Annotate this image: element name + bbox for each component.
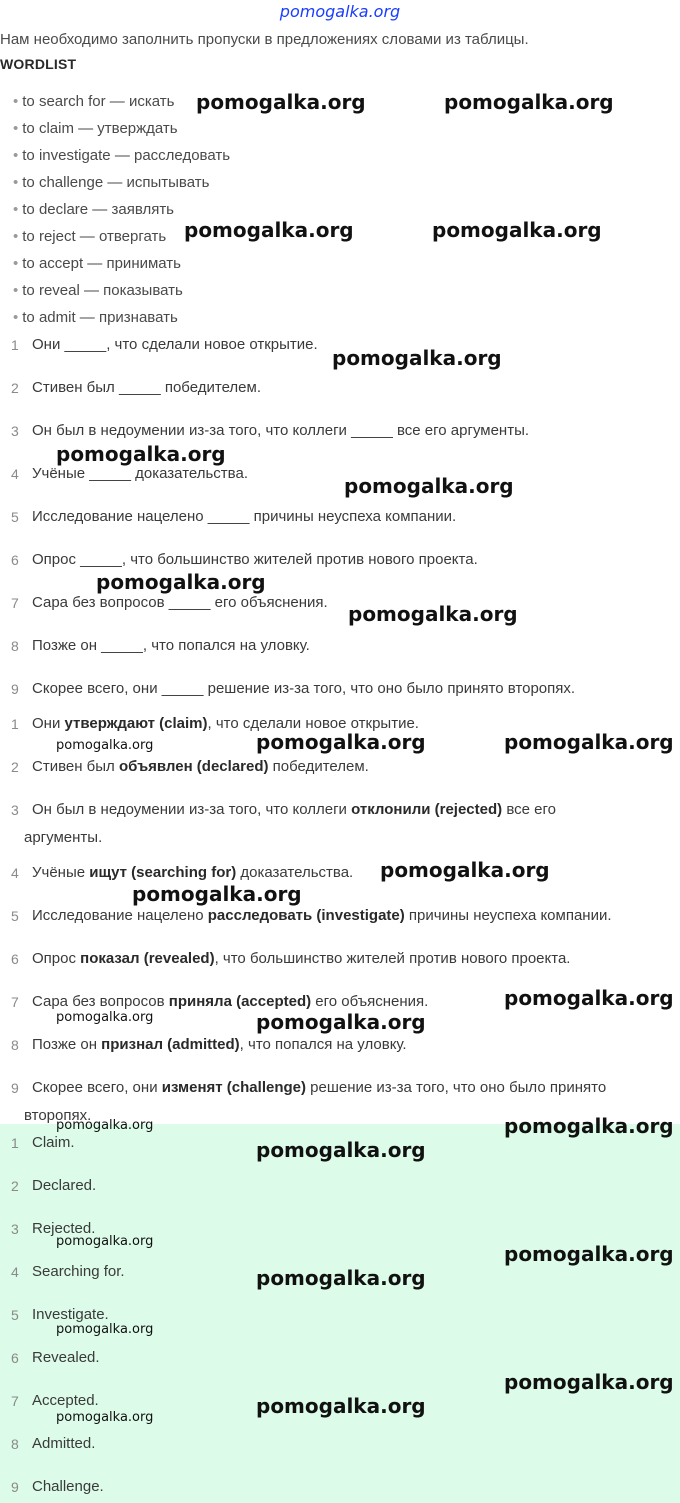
answer-highlight: ищут (searching for) (89, 864, 237, 881)
item-number: 2 (11, 759, 19, 775)
answer-continuation: второпях. (24, 1107, 92, 1124)
watermark: pomogalka.org (504, 1242, 674, 1266)
question-text: Они _____, что сделали новое открытие. (32, 336, 318, 353)
bullet-icon: • (13, 201, 19, 218)
top-watermark: pomogalka.org (279, 2, 401, 21)
answer-text: Стивен был объявлен (declared) победителем. (32, 758, 369, 775)
item-number: 4 (11, 865, 19, 881)
item-number: 6 (11, 951, 19, 967)
answer-highlight: объявлен (declared) (118, 758, 269, 775)
watermark: pomogalka.org (344, 474, 514, 498)
bullet-icon: • (13, 309, 19, 326)
watermark: pomogalka.org (132, 882, 302, 906)
short-answer: Investigate. (32, 1306, 109, 1323)
answer-highlight: утверждают (claim) (64, 715, 208, 732)
item-number: 1 (11, 716, 19, 732)
answer-text: Исследование нацелено расследовать (investigate) причины неуспеха компании. (32, 907, 612, 924)
item-number: 5 (11, 908, 19, 924)
wordlist-heading: WORDLIST (0, 56, 77, 72)
question-text: Исследование нацелено _____ причины неуспеха компании. (32, 508, 457, 525)
answer-text: Опрос показал (revealed), что большинство жителей против нового проекта. (32, 950, 571, 967)
short-answer: Declared. (32, 1177, 97, 1194)
intro-text: Нам необходимо заполнить пропуски в предложениях словами из таблицы. (0, 31, 529, 48)
watermark: pomogalka.org (184, 218, 354, 242)
item-number: 4 (11, 1264, 19, 1280)
item-number: 3 (11, 423, 19, 439)
bullet-icon: • (13, 228, 19, 245)
item-number: 8 (11, 1436, 19, 1452)
short-answer: Claim. (32, 1134, 75, 1151)
watermark: pomogalka.org (504, 730, 674, 754)
item-number: 6 (11, 1350, 19, 1366)
answer-text: Скорее всего, они изменят (challenge) решение из-за того, что оно было принято (32, 1079, 607, 1096)
wordlist-item: • to reveal — показывать (13, 282, 183, 299)
watermark: pomogalka.org (504, 1370, 674, 1394)
watermark: pomogalka.org (348, 602, 518, 626)
answer-highlight: отклонили (rejected) (351, 801, 503, 818)
wordlist-item: • to claim — утверждать (13, 120, 178, 137)
item-number: 7 (11, 994, 19, 1010)
item-number: 9 (11, 681, 19, 697)
question-text: Учёные _____ доказательства. (32, 465, 248, 482)
item-number: 7 (11, 1393, 19, 1409)
watermark: pomogalka.org (256, 1394, 426, 1418)
question-text: Сара без вопросов _____ его объяснения. (32, 594, 328, 611)
bullet-icon: • (13, 255, 19, 272)
item-number: 2 (11, 380, 19, 396)
answer-highlight: показал (revealed) (80, 950, 215, 967)
watermark: pomogalka.org (56, 1234, 154, 1249)
short-answer: Rejected. (32, 1220, 96, 1237)
answer-text: Сара без вопросов приняла (accepted) его объяснения. (32, 993, 429, 1010)
watermark: pomogalka.org (256, 730, 426, 754)
short-answer: Revealed. (32, 1349, 100, 1366)
answer-highlight: признал (admitted) (101, 1036, 240, 1053)
item-number: 3 (11, 802, 19, 818)
bullet-icon: • (13, 174, 19, 191)
question-text: Стивен был _____ победителем. (32, 379, 261, 396)
item-number: 1 (11, 1135, 19, 1151)
bullet-icon: • (13, 282, 19, 299)
item-number: 4 (11, 466, 19, 482)
item-number: 5 (11, 1307, 19, 1323)
answer-text: Он был в недоумении из-за того, что коллеги отклонили (rejected) все его (32, 801, 556, 818)
bullet-icon: • (13, 147, 19, 164)
question-text: Скорее всего, они _____ решение из-за того, что оно было принято второпях. (32, 680, 576, 697)
wordlist-item: • to accept — принимать (13, 255, 181, 272)
answer-text: Они утверждают (claim), что сделали новое открытие. (32, 715, 419, 732)
item-number: 1 (11, 337, 19, 353)
answer-text: Позже он признал (admitted), что попался на уловку. (32, 1036, 407, 1053)
watermark: pomogalka.org (56, 442, 226, 466)
wordlist-item: • to investigate — расследовать (13, 147, 231, 164)
watermark: pomogalka.org (56, 1322, 154, 1337)
watermark: pomogalka.org (256, 1138, 426, 1162)
watermark: pomogalka.org (432, 218, 602, 242)
short-answer: Accepted. (32, 1392, 99, 1409)
question-text: Он был в недоумении из-за того, что коллеги _____ все его аргументы. (32, 422, 530, 439)
watermark: pomogalka.org (256, 1010, 426, 1034)
watermark: pomogalka.org (444, 90, 614, 114)
item-number: 9 (11, 1080, 19, 1096)
watermark: pomogalka.org (504, 986, 674, 1010)
item-number: 2 (11, 1178, 19, 1194)
answer-continuation: аргументы. (24, 829, 103, 846)
watermark: pomogalka.org (196, 90, 366, 114)
watermark: pomogalka.org (56, 1118, 154, 1133)
item-number: 6 (11, 552, 19, 568)
wordlist-item: • to search for — искать (13, 93, 175, 110)
bullet-icon: • (13, 93, 19, 110)
item-number: 3 (11, 1221, 19, 1237)
item-number: 9 (11, 1479, 19, 1495)
item-number: 8 (11, 1037, 19, 1053)
answer-text: Учёные ищут (searching for) доказательства. (32, 864, 354, 881)
watermark: pomogalka.org (504, 1114, 674, 1138)
wordlist-item: • to admit — признавать (13, 309, 178, 326)
wordlist-item: • to declare — заявлять (13, 201, 175, 218)
watermark: pomogalka.org (332, 346, 502, 370)
watermark: pomogalka.org (96, 570, 266, 594)
wordlist-item: • to challenge — испытывать (13, 174, 210, 191)
short-answer: Admitted. (32, 1435, 96, 1452)
short-answer: Searching for. (32, 1263, 125, 1280)
answer-highlight: изменят (challenge) (161, 1079, 306, 1096)
watermark: pomogalka.org (380, 858, 550, 882)
short-answer: Challenge. (32, 1478, 104, 1495)
answer-highlight: расследовать (investigate) (207, 907, 405, 924)
item-number: 7 (11, 595, 19, 611)
watermark: pomogalka.org (56, 738, 154, 753)
bullet-icon: • (13, 120, 19, 137)
question-text: Опрос _____, что большинство жителей против нового проекта. (32, 551, 478, 568)
question-text: Позже он _____, что попался на уловку. (32, 637, 310, 654)
wordlist-item: • to reject — отвергать (13, 228, 167, 245)
watermark: pomogalka.org (256, 1266, 426, 1290)
watermark: pomogalka.org (56, 1410, 154, 1425)
item-number: 5 (11, 509, 19, 525)
answer-highlight: приняла (accepted) (168, 993, 312, 1010)
item-number: 8 (11, 638, 19, 654)
watermark: pomogalka.org (56, 1010, 154, 1025)
